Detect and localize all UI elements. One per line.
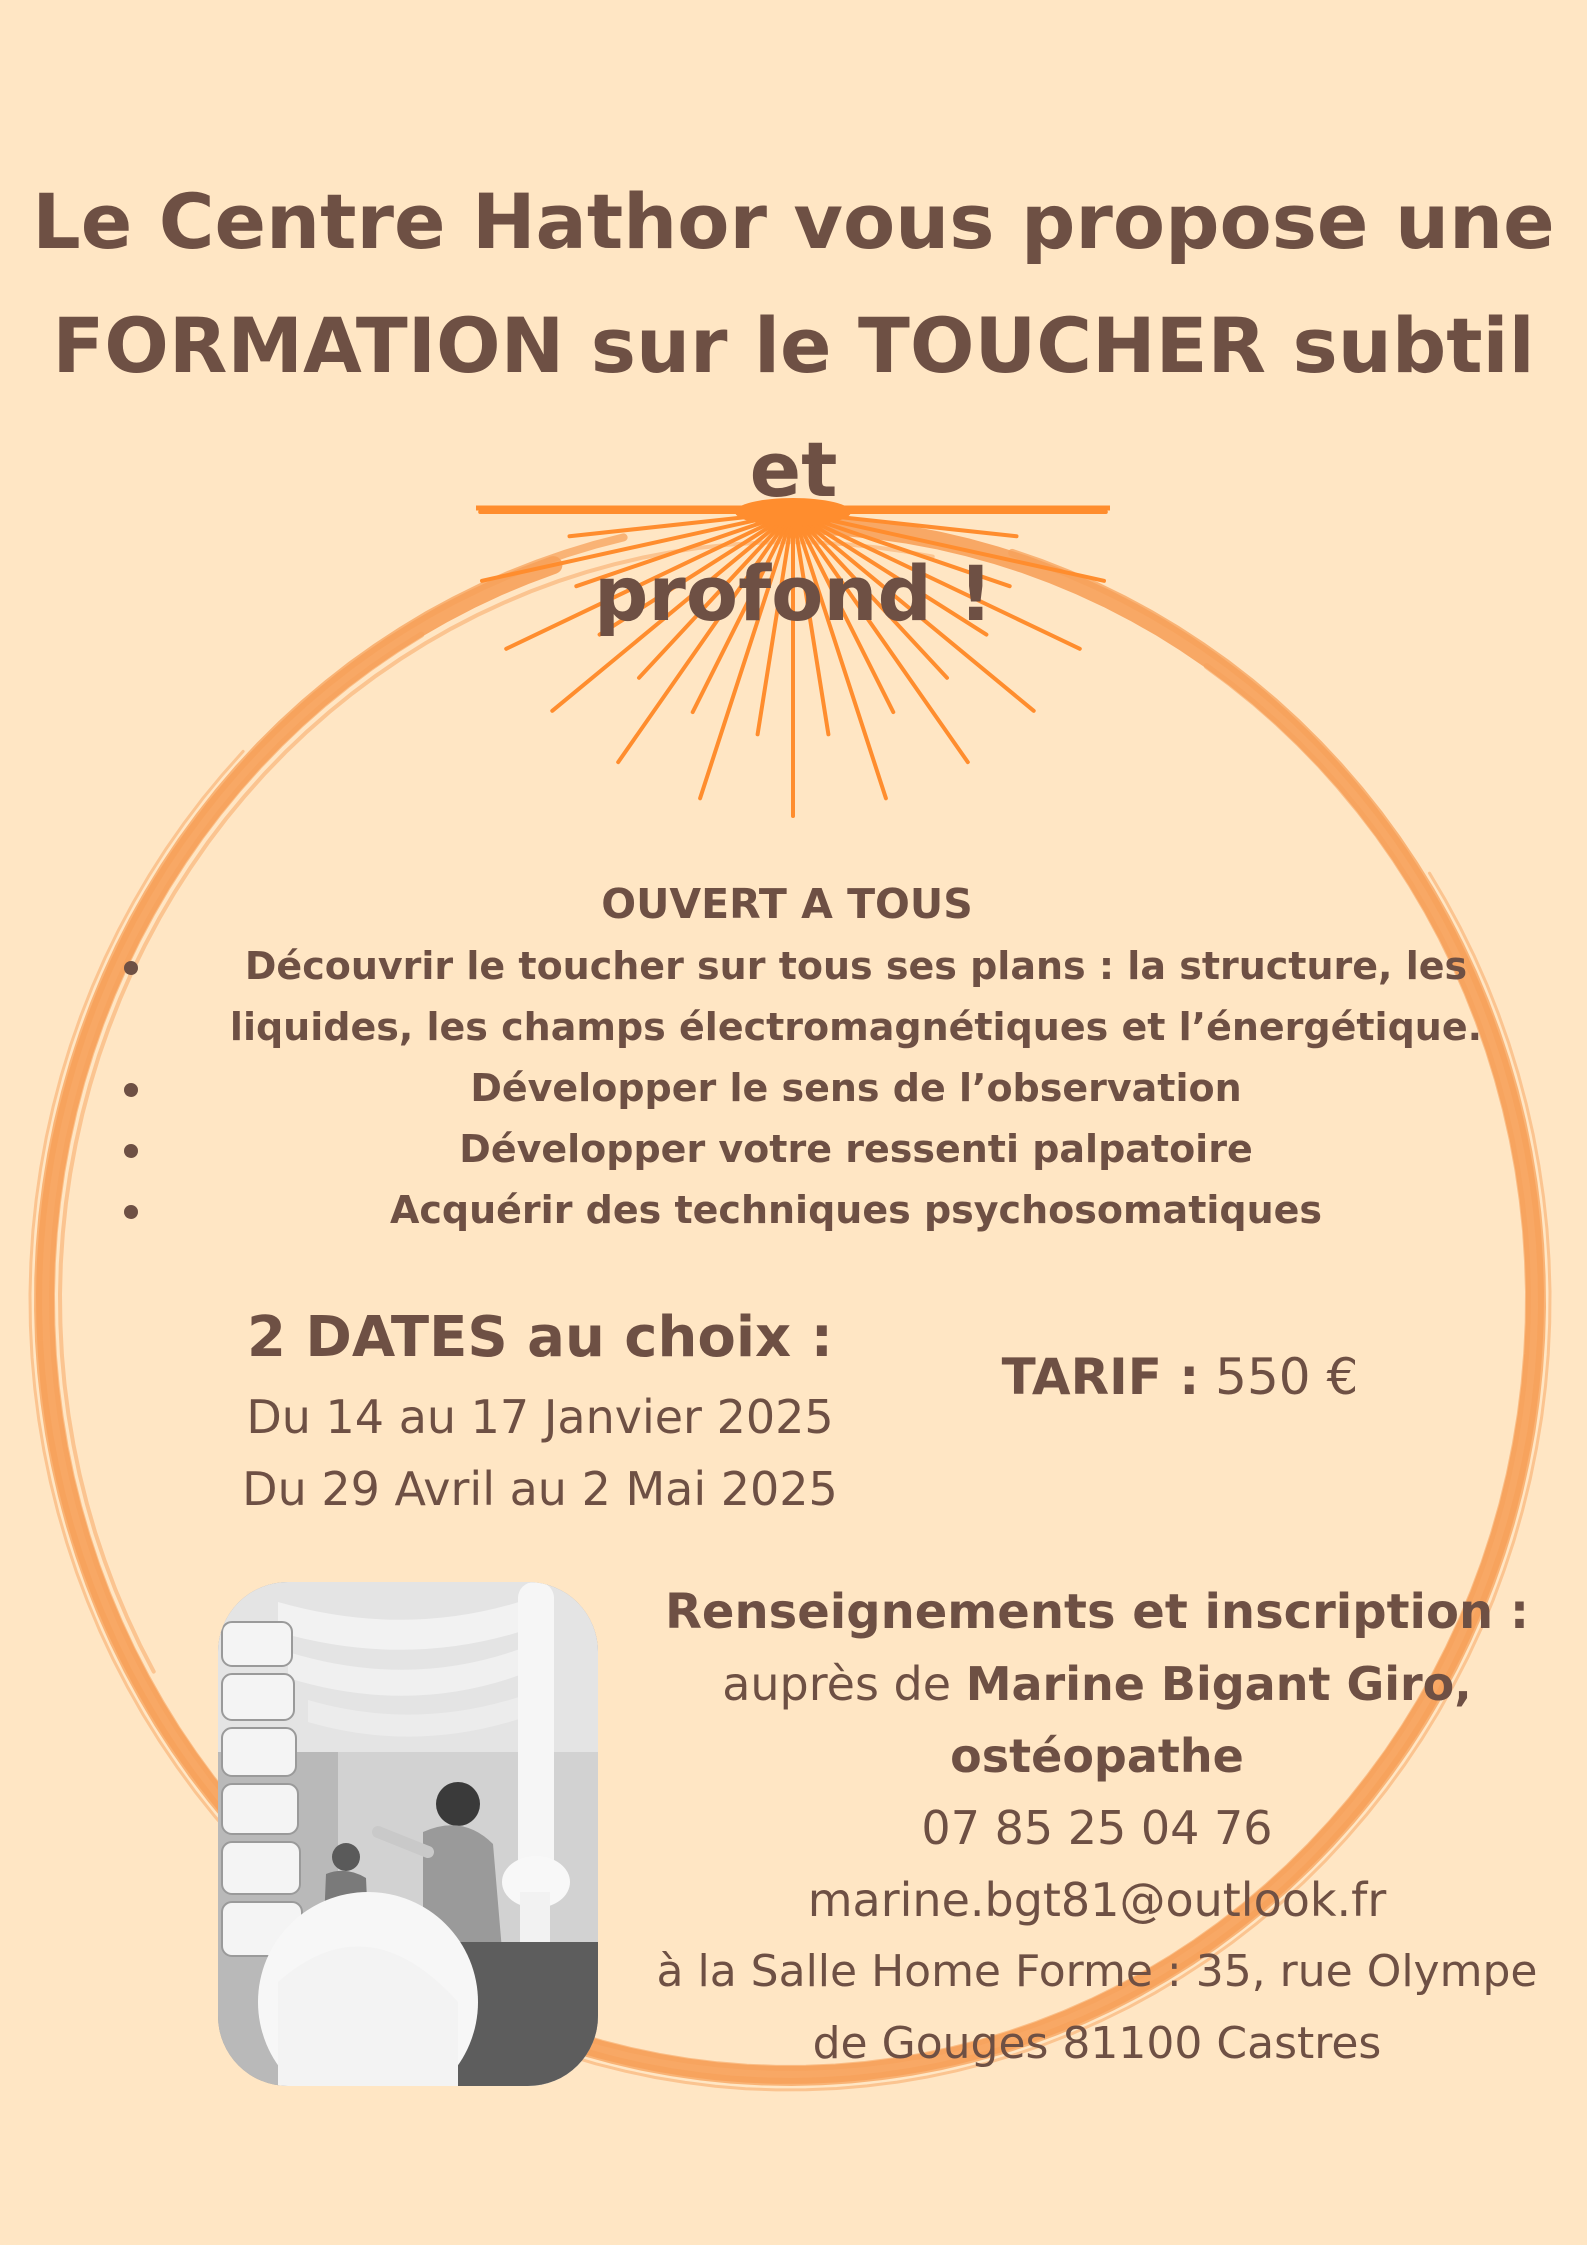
contact-role: ostéopathe <box>950 1729 1244 1783</box>
training-session-photo-icon <box>218 1582 598 2086</box>
training-photo <box>218 1582 598 2086</box>
list-item: Découvrir le toucher sur tous ses plans : la structure, les liquides, les champs électromagnétiques et l’énergétique. <box>112 936 1552 1058</box>
price-label: TARIF : <box>1001 1348 1200 1406</box>
contact-role-line <box>650 1720 1544 1792</box>
title-line-3: profond ! <box>594 549 993 638</box>
price-value: 550 € <box>1215 1348 1359 1406</box>
contact-phone: 07 85 25 04 76 <box>921 1801 1273 1855</box>
contact-name: Marine Bigant Giro, <box>965 1657 1472 1711</box>
page-title <box>20 160 1567 656</box>
contact-address-1: à la Salle Home Forme : 35, rue Olympe <box>656 1946 1538 1997</box>
price <box>900 1340 1460 1414</box>
contact-block <box>650 1576 1544 2080</box>
contact-name-line <box>650 1648 1544 1720</box>
date-option-1: Du 14 au 17 Janvier 2025 <box>246 1390 834 1444</box>
contact-intro: auprès de <box>722 1657 952 1711</box>
contact-email: marine.bgt81@outlook.fr <box>807 1873 1387 1927</box>
audience-heading: OUVERT A TOUS <box>601 880 973 928</box>
list-item: Développer votre ressenti palpatoire <box>112 1119 1552 1180</box>
date-option-2: Du 29 Avril au 2 Mai 2025 <box>242 1462 838 1516</box>
list-item: Acquérir des techniques psychosomatiques <box>112 1180 1552 1241</box>
contact-address-2: de Gouges 81100 Castres <box>812 2018 1382 2069</box>
title-line-1: Le Centre Hathor vous propose une <box>32 177 1555 266</box>
contact-heading: Renseignements et inscription : <box>664 1584 1530 1640</box>
title-line-2: FORMATION sur le TOUCHER subtil et <box>52 301 1535 514</box>
dates-heading: 2 DATES au choix : <box>246 1305 834 1370</box>
list-item: Développer le sens de l’observation <box>112 1058 1552 1119</box>
program-list <box>112 936 1552 1241</box>
